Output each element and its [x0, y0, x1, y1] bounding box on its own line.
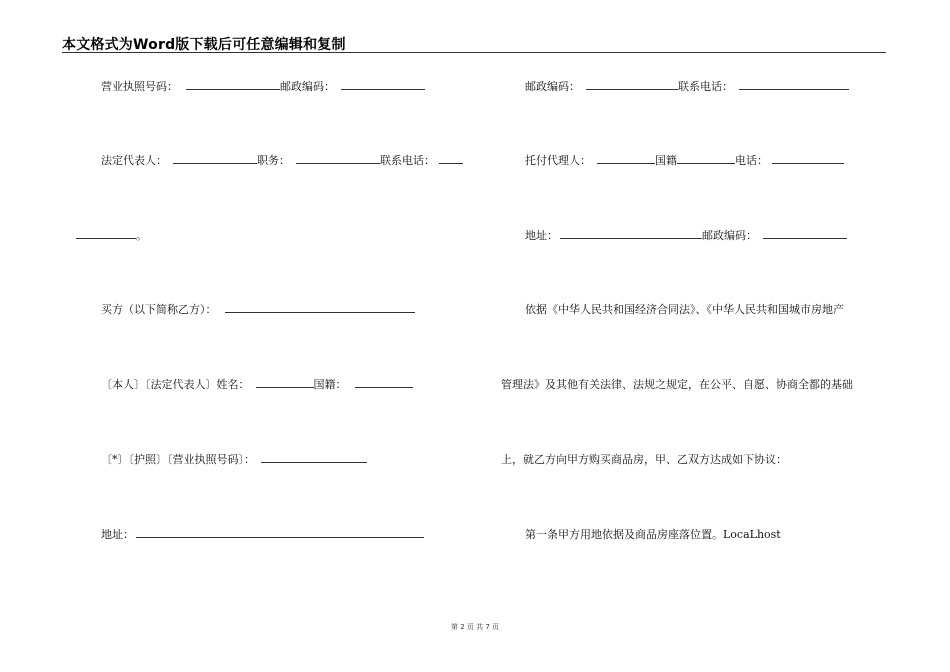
legal-rep-label: 法定代表人：: [101, 154, 167, 167]
nationality-label: 国籍: [655, 154, 677, 167]
left-line-5: [101, 378, 413, 392]
name-label: 〔本人〕〔法定代表人〕姓名：: [101, 378, 250, 391]
name-blank[interactable]: [256, 378, 314, 388]
position-blank[interactable]: [296, 154, 380, 164]
id-number-blank[interactable]: [261, 453, 367, 463]
agreement-paragraph-line-2: 管理法》及其他有关法律、法规之规定，在公平、自愿、协商全都的基础: [501, 378, 853, 391]
left-line-2: [101, 154, 463, 168]
business-license-blank[interactable]: [186, 80, 280, 90]
position-label: 职务：: [257, 154, 290, 167]
business-license-label: 营业执照号码：: [101, 80, 178, 93]
postal-code-blank[interactable]: [341, 80, 425, 90]
buyer-label: 买方（以下简称乙方）：: [101, 303, 217, 316]
header-rule: [62, 52, 886, 53]
continuation-blank[interactable]: [76, 229, 136, 239]
postal-code-label: 邮政编码：: [702, 229, 757, 242]
address-blank[interactable]: [560, 229, 702, 239]
right-line-2: [525, 154, 844, 168]
address-blank[interactable]: [136, 528, 424, 538]
left-line-7: [101, 528, 424, 542]
agent-blank[interactable]: [597, 154, 655, 164]
contact-phone-label: 联系电话：: [678, 80, 733, 93]
left-line-3: [76, 229, 147, 243]
right-line-1: [525, 80, 849, 94]
postal-code-label: 邮政编码：: [525, 80, 580, 93]
postal-code-label: 邮政编码：: [280, 80, 335, 93]
page-number-footer: 第 2 页 共 7 页: [450, 623, 500, 631]
agent-label: 托付代理人：: [525, 154, 591, 167]
article-one-heading: 第一条甲方用地依据及商品房座落位置。LocaLhost: [525, 528, 781, 541]
address-label: 地址：: [525, 229, 558, 242]
id-number-label: 〔*〕〔护照〕〔营业执照号码〕：: [101, 453, 255, 466]
document-header-title: 本文格式为Word版下载后可任意编辑和复制: [62, 37, 346, 53]
postal-code-blank[interactable]: [763, 229, 847, 239]
nationality-blank[interactable]: [355, 378, 413, 388]
right-line-3: [525, 229, 847, 243]
nationality-blank[interactable]: [677, 154, 735, 164]
postal-code-blank[interactable]: [586, 80, 678, 90]
nationality-label: 国籍：: [313, 378, 347, 391]
period-mark: 。: [136, 229, 147, 242]
phone-blank[interactable]: [772, 154, 844, 164]
left-line-4: [101, 303, 415, 317]
contact-phone-blank[interactable]: [439, 154, 463, 164]
legal-rep-blank[interactable]: [173, 154, 257, 164]
contact-phone-label: 联系电话：: [380, 154, 435, 167]
address-label: 地址：: [101, 528, 134, 541]
left-line-1: [101, 80, 425, 94]
agreement-paragraph-line-3: 上，就乙方向甲方购买商品房，甲、乙双方达成如下协议：: [501, 453, 787, 466]
left-line-6: [101, 453, 367, 467]
buyer-blank[interactable]: [225, 303, 415, 313]
agreement-paragraph-line-1: 依据《中华人民共和国经济合同法》、《中华人民共和国城市房地产: [525, 303, 844, 316]
phone-label: 电话：: [735, 154, 768, 167]
contact-phone-blank[interactable]: [739, 80, 849, 90]
